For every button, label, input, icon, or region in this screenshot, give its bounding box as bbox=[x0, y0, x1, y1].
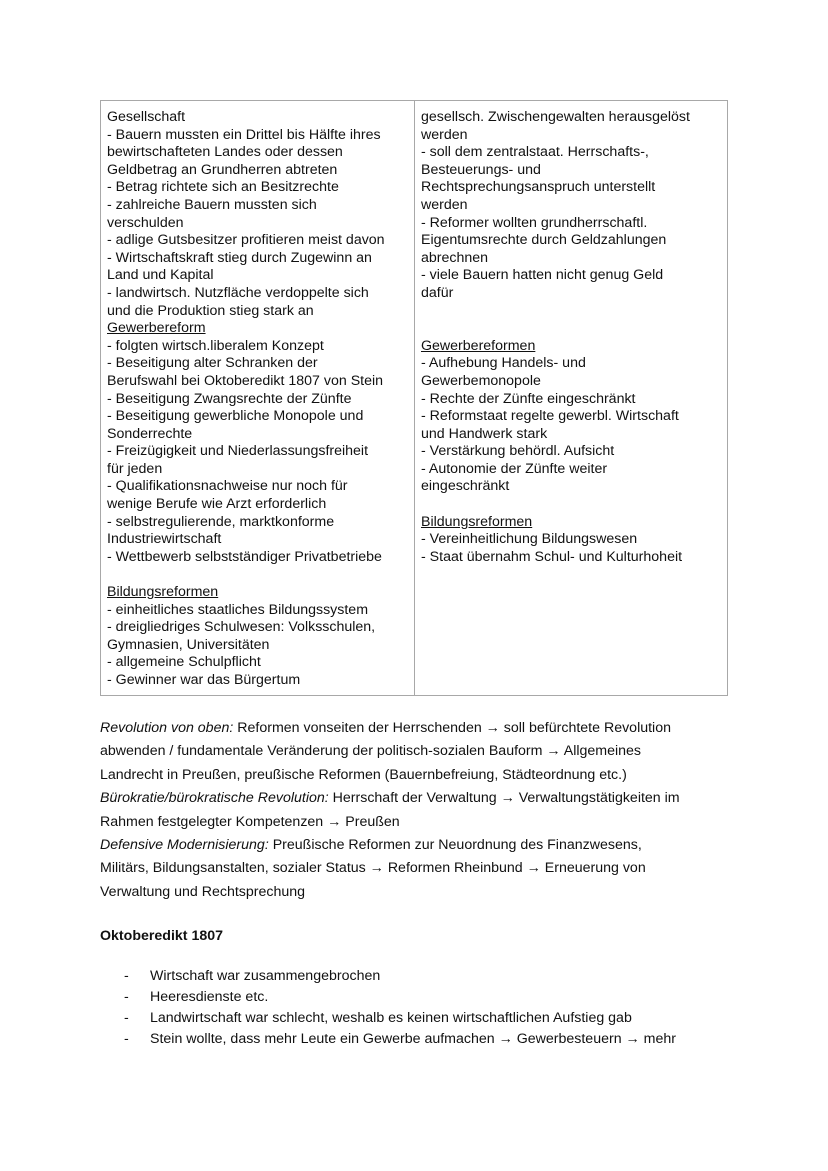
definition-term: Revolution von oben: bbox=[100, 720, 234, 736]
definitions-block bbox=[100, 717, 740, 904]
definition-line bbox=[100, 787, 740, 810]
table-line: werden bbox=[421, 126, 468, 143]
list-item bbox=[100, 966, 676, 987]
table-line: und die Produktion stieg stark an bbox=[107, 302, 314, 319]
table-line: - Betrag richtete sich an Besitzrechte bbox=[107, 179, 339, 196]
definition-line: Landrecht in Preußen, preußische Reformen (Bauernbefreiung, Städteordnung etc.) bbox=[100, 766, 627, 783]
definition-line bbox=[100, 717, 740, 740]
table-line: Eigentumsrechte durch Geldzahlungen bbox=[421, 232, 667, 249]
table-line: Industriewirtschaft bbox=[107, 531, 222, 548]
table-line: - einheitliches staatliches Bildungssystem bbox=[107, 601, 369, 618]
table-line: Gymnasien, Universitäten bbox=[107, 636, 270, 653]
table-line: - Vereinheitlichung Bildungswesen bbox=[421, 531, 638, 548]
table-line: werden bbox=[421, 196, 468, 213]
definition-term: Bürokratie/bürokratische Revolution: bbox=[100, 790, 329, 807]
list-item-text: Wirtschaft war zusammengebrochen bbox=[150, 968, 381, 984]
table-line: - Qualifikationsnachweise nur noch für bbox=[107, 478, 348, 495]
table-left-column bbox=[101, 101, 415, 695]
table-line: - landwirtsch. Nutzfläche verdoppelte sich bbox=[107, 284, 369, 301]
table-line: für jeden bbox=[107, 460, 163, 477]
table-line: - Reformer wollten grundherrschaftl. bbox=[421, 214, 648, 231]
bullet-dash: - bbox=[124, 1010, 129, 1026]
section-heading-oktoberedikt: Oktoberedikt 1807 bbox=[100, 928, 224, 944]
table-line: eingeschränkt bbox=[421, 478, 510, 495]
table-line: - allgemeine Schulpflicht bbox=[107, 654, 261, 671]
table-line: Berufswahl bei Oktoberedikt 1807 von Stein bbox=[107, 372, 384, 389]
table-line: - Wettbewerb selbstständiger Privatbetriebe bbox=[107, 548, 382, 565]
table-line: Gesellschaft bbox=[107, 109, 186, 125]
table-line: - Gewinner war das Bürgertum bbox=[107, 672, 301, 688]
list-item-text: Heeresdienste etc. bbox=[150, 989, 269, 1005]
definition-text: Preußische Reformen zur Neuordnung des Finanzwesens, bbox=[268, 837, 642, 854]
bullet-dash: - bbox=[124, 989, 129, 1005]
blank-line bbox=[421, 320, 721, 338]
bullet-dash: - bbox=[124, 1031, 129, 1047]
table-right-column bbox=[415, 101, 727, 695]
table-line: - Reformstaat regelte gewerbl. Wirtschaft bbox=[421, 408, 679, 425]
table-line: Geldbetrag an Grundherren abtreten bbox=[107, 161, 338, 178]
table-line: Rechtsprechungsanspruch unterstellt bbox=[421, 179, 656, 196]
table-line: - Beseitigung alter Schranken der bbox=[107, 355, 318, 372]
table-line: gesellsch. Zwischengewalten herausgelöst bbox=[421, 109, 690, 125]
table-line: - dreigliedriges Schulwesen: Volksschulen, bbox=[107, 619, 376, 636]
table-line: - Bauern mussten ein Drittel bis Hälfte ihres bbox=[107, 126, 381, 143]
table-line: bewirtschafteten Landes oder dessen bbox=[107, 144, 343, 161]
table-line: - Wirtschaftskraft stieg durch Zugewinn an bbox=[107, 249, 372, 266]
blank-line bbox=[421, 303, 721, 321]
definition-text: Herrschaft der Verwaltung → Verwaltungstätigkeiten im bbox=[328, 790, 680, 807]
table-line: - selbstregulierende, marktkonforme bbox=[107, 513, 335, 530]
list-item bbox=[100, 987, 676, 1008]
definition-line: Verwaltung und Rechtsprechung bbox=[100, 883, 306, 900]
table-line: - viele Bauern hatten nicht genug Geld bbox=[421, 267, 664, 284]
table-line: - Verstärkung behördl. Aufsicht bbox=[421, 443, 615, 460]
definition-line: abwenden / fundamentale Veränderung der politisch-sozialen Bauform → Allgemeines bbox=[100, 743, 642, 760]
list-item-text: Stein wollte, dass mehr Leute ein Gewerbe aufmachen → Gewerbesteuern → mehr bbox=[150, 1031, 676, 1047]
table-line: - Staat übernahm Schul- und Kulturhoheit bbox=[421, 548, 683, 565]
table-line: - Beseitigung gewerbliche Monopole und bbox=[107, 408, 364, 425]
table-line: Besteuerungs- und bbox=[421, 161, 541, 178]
section-heading-gewerbereformen: Gewerbereformen bbox=[421, 337, 536, 354]
definition-line bbox=[100, 834, 740, 857]
bullet-dash: - bbox=[124, 968, 129, 984]
oktoberedikt-list bbox=[100, 966, 676, 1050]
definition-line: Rahmen festgelegter Kompetenzen → Preußen bbox=[100, 813, 400, 830]
reform-table bbox=[100, 100, 728, 696]
table-line: - adlige Gutsbesitzer profitieren meist davon bbox=[107, 232, 385, 249]
section-heading-gewerbereform: Gewerbereform bbox=[107, 320, 206, 337]
section-heading-bildungsreformen: Bildungsreformen bbox=[421, 513, 533, 530]
table-line: wenige Berufe wie Arzt erforderlich bbox=[107, 496, 327, 513]
table-line: und Handwerk stark bbox=[421, 425, 548, 442]
definition-term: Defensive Modernisierung: bbox=[100, 837, 269, 854]
table-line: Sonderrechte bbox=[107, 425, 193, 442]
table-line: - soll dem zentralstaat. Herrschafts-, bbox=[421, 144, 649, 161]
table-line: - Freizügigkeit und Niederlassungsfreiheit bbox=[107, 443, 369, 460]
table-line: Land und Kapital bbox=[107, 267, 214, 284]
list-item-text: Landwirtschaft war schlecht, weshalb es keinen wirtschaftlichen Aufstieg gab bbox=[150, 1010, 632, 1026]
blank-line bbox=[107, 566, 408, 584]
table-line: - Rechte der Zünfte eingeschränkt bbox=[421, 390, 636, 407]
table-line: dafür bbox=[421, 284, 454, 301]
blank-line bbox=[421, 496, 721, 514]
definition-line: Militärs, Bildungsanstalten, sozialer Status → Reformen Rheinbund → Erneuerung von bbox=[100, 860, 646, 877]
table-line: - Beseitigung Zwangsrechte der Zünfte bbox=[107, 390, 352, 407]
table-line: Gewerbemonopole bbox=[421, 372, 541, 389]
list-item bbox=[100, 1008, 676, 1029]
table-line: - folgten wirtsch.liberalem Konzept bbox=[107, 337, 324, 354]
section-heading-bildungsreformen: Bildungsreformen bbox=[107, 584, 219, 601]
table-line: abrechnen bbox=[421, 249, 489, 266]
definition-text: Reformen vonseiten der Herrschenden → soll befürchtete Revolution bbox=[233, 720, 671, 736]
table-line: - Aufhebung Handels- und bbox=[421, 355, 586, 372]
table-line: - Autonomie der Zünfte weiter bbox=[421, 460, 608, 477]
list-item bbox=[100, 1029, 676, 1050]
table-line: verschulden bbox=[107, 214, 184, 231]
table-line: - zahlreiche Bauern mussten sich bbox=[107, 196, 317, 213]
